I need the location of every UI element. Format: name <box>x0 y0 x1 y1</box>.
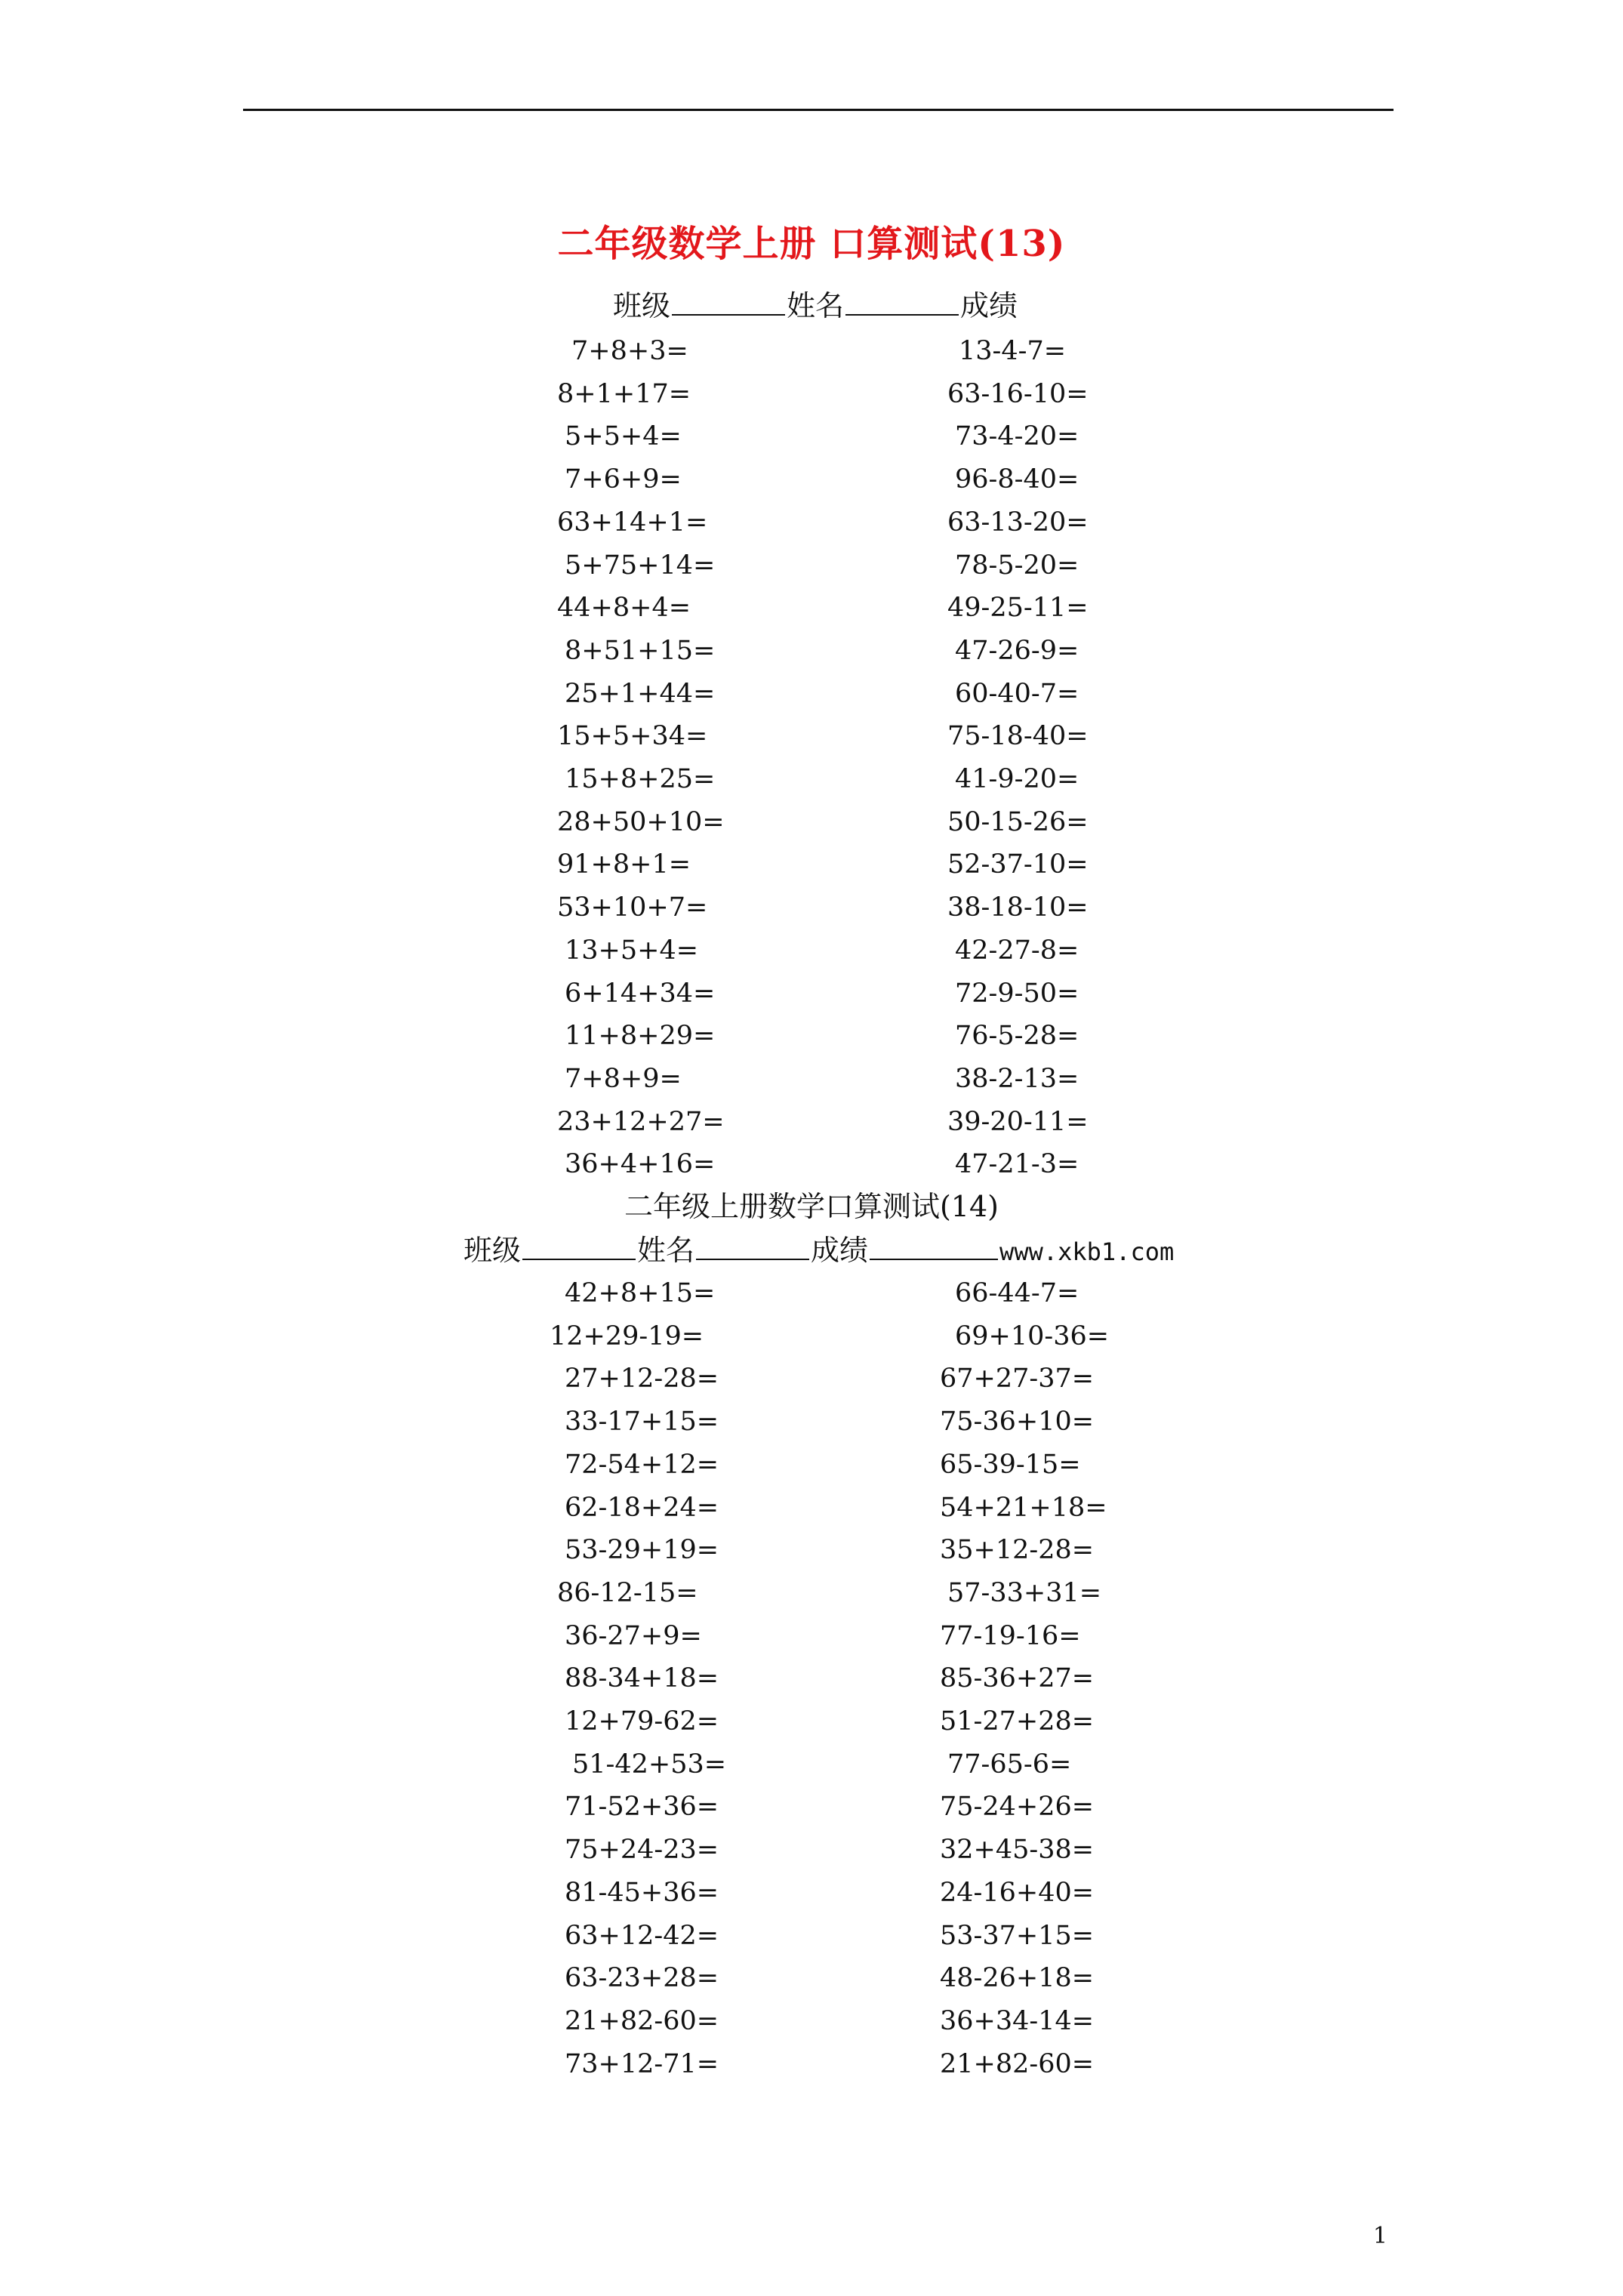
test13-right-problem: 73-4-20= <box>955 421 1079 452</box>
test14-left-problem: 27+12-28= <box>565 1364 719 1395</box>
test13-right-problem: 72-9-50= <box>955 978 1079 1009</box>
test13-right-problem: 78-5-20= <box>955 550 1079 581</box>
test13-right-problem: 38-2-13= <box>955 1063 1079 1094</box>
test13-left-problem: 15+5+34= <box>557 721 708 752</box>
test13-right-problem: 75-18-40= <box>947 721 1089 752</box>
test13-right-problem: 52-37-10= <box>947 849 1089 880</box>
test13-left-problem: 7+6+9= <box>565 464 682 495</box>
test13-left-problem: 53+10+7= <box>557 892 708 923</box>
class-blank[interactable] <box>522 1233 636 1260</box>
test14-left-problem: 42+8+15= <box>565 1278 716 1308</box>
test14-right-problem: 75-36+10= <box>940 1407 1095 1438</box>
test14-right-problem: 21+82-60= <box>940 2048 1095 2079</box>
test14-right-problem: 35+12-28= <box>940 1535 1095 1566</box>
test13-left-problem: 91+8+1= <box>557 849 691 880</box>
test13-right-problem: 76-5-28= <box>955 1021 1079 1052</box>
test13-right-problem: 39-20-11= <box>947 1106 1089 1137</box>
test13-right-problem: 50-15-26= <box>947 806 1089 837</box>
test13-left-problem: 11+8+29= <box>565 1021 716 1052</box>
test14-header <box>463 1233 1174 1268</box>
test13-right-problem: 38-18-10= <box>947 892 1089 923</box>
class-blank[interactable] <box>672 288 785 316</box>
test13-right-problem: 42-27-8= <box>955 935 1079 966</box>
test14-left-problem: 36-27+9= <box>565 1620 702 1651</box>
test14-left-problem: 81-45+36= <box>565 1877 719 1908</box>
test13-left-problem: 15+8+25= <box>565 764 716 794</box>
test13-left-problem: 5+75+14= <box>565 550 716 581</box>
test13-left-problem: 44+8+4= <box>557 593 691 624</box>
test14-right-problem: 51-27+28= <box>940 1706 1095 1737</box>
test14-left-problem: 12+29-19= <box>550 1321 704 1351</box>
score-label: 成绩 <box>811 1234 869 1267</box>
test13-left-problem: 6+14+34= <box>565 978 716 1009</box>
class-label: 班级 <box>613 289 671 322</box>
test14-right-problem: 48-26+18= <box>940 1963 1095 1994</box>
test14-left-problem: 88-34+18= <box>565 1663 719 1694</box>
test14-right-problem: 85-36+27= <box>940 1663 1095 1694</box>
test13-left-problem: 5+5+4= <box>565 421 682 452</box>
test13-right-problem: 63-16-10= <box>947 378 1089 409</box>
test14-left-problem: 73+12-71= <box>565 2048 719 2079</box>
test13-left-problem: 13+5+4= <box>565 935 699 966</box>
test13-left-problem: 25+1+44= <box>565 678 716 709</box>
test14-right-problem: 77-65-6= <box>947 1749 1072 1780</box>
test14-right-problem: 77-19-16= <box>940 1620 1081 1651</box>
test14-right-problem: 24-16+40= <box>940 1877 1095 1908</box>
score-blank[interactable] <box>870 1233 998 1260</box>
test14-left-problem: 62-18+24= <box>565 1492 719 1523</box>
test14-right-problem: 53-37+15= <box>940 1920 1095 1951</box>
test13-left-problem: 8+1+17= <box>557 378 691 409</box>
top-rule <box>243 109 1394 111</box>
test13-right-problem: 47-26-9= <box>955 635 1079 666</box>
test13-left-problem: 23+12+27= <box>557 1106 725 1137</box>
test14-left-problem: 21+82-60= <box>565 2005 719 2036</box>
name-label: 姓名 <box>637 1234 695 1267</box>
name-blank[interactable] <box>696 1233 809 1260</box>
test14-left-problem: 75+24-23= <box>565 1835 719 1866</box>
test13-left-problem: 7+8+3= <box>571 336 688 366</box>
test14-left-problem: 72-54+12= <box>565 1449 719 1480</box>
test13-right-problem: 47-21-3= <box>955 1149 1079 1180</box>
test13-title: 二年级数学上册 口算测试(13) <box>557 223 1066 265</box>
test14-left-problem: 12+79-62= <box>565 1706 719 1737</box>
test14-right-problem: 66-44-7= <box>955 1278 1079 1308</box>
test13-left-problem: 8+51+15= <box>565 635 716 666</box>
test13-left-problem: 28+50+10= <box>557 806 725 837</box>
test13-right-problem: 13-4-7= <box>959 336 1067 366</box>
test14-right-problem: 32+45-38= <box>940 1835 1095 1866</box>
test13-right-problem: 63-13-20= <box>947 507 1089 538</box>
test14-right-problem: 57-33+31= <box>947 1577 1102 1608</box>
test13-left-problem: 7+8+9= <box>565 1063 682 1094</box>
test14-right-problem: 54+21+18= <box>940 1492 1107 1523</box>
test13-left-problem: 63+14+1= <box>557 507 708 538</box>
name-blank[interactable] <box>845 288 959 316</box>
test14-right-problem: 69+10-36= <box>955 1321 1110 1351</box>
test14-left-problem: 33-17+15= <box>565 1407 719 1438</box>
test13-right-problem: 41-9-20= <box>955 764 1079 794</box>
test14-left-problem: 63+12-42= <box>565 1920 719 1951</box>
test13-left-problem: 36+4+16= <box>565 1149 716 1180</box>
test14-left-problem: 51-42+53= <box>572 1749 727 1780</box>
test14-left-problem: 53-29+19= <box>565 1535 719 1566</box>
url-text: www.xkb1.com <box>999 1237 1175 1266</box>
test13-right-problem: 60-40-7= <box>955 678 1079 709</box>
test14-left-problem: 63-23+28= <box>565 1963 719 1994</box>
score-label: 成绩 <box>960 289 1018 322</box>
name-label: 姓名 <box>787 289 845 322</box>
test13-right-problem: 49-25-11= <box>947 593 1089 624</box>
test13-header <box>613 288 1018 322</box>
test14-right-problem: 67+27-37= <box>940 1364 1095 1395</box>
test13-right-problem: 96-8-40= <box>955 464 1079 495</box>
test14-left-problem: 86-12-15= <box>557 1577 698 1608</box>
class-label: 班级 <box>463 1234 522 1267</box>
test14-right-problem: 36+34-14= <box>940 2005 1095 2036</box>
test14-right-problem: 75-24+26= <box>940 1792 1095 1823</box>
test14-right-problem: 65-39-15= <box>940 1449 1081 1480</box>
test14-title: 二年级上册数学口算测试(14) <box>624 1190 999 1223</box>
page-number: 1 <box>1372 2223 1387 2249</box>
test14-left-problem: 71-52+36= <box>565 1792 719 1823</box>
